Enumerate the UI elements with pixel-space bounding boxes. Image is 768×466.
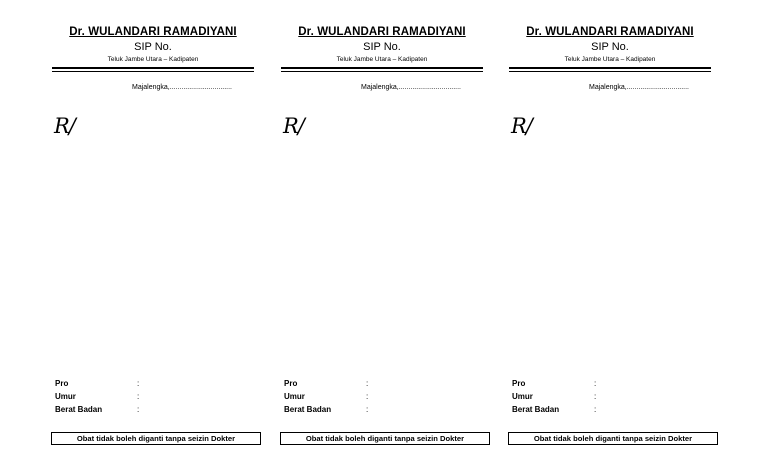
field-colon: : bbox=[594, 379, 597, 388]
header-rule-thin bbox=[52, 71, 254, 72]
date-place: Majalengka, bbox=[361, 84, 399, 91]
rx-symbol: R/ bbox=[283, 114, 304, 138]
field-umur-label: Umur bbox=[512, 392, 533, 401]
field-umur-label: Umur bbox=[284, 392, 305, 401]
date-place: Majalengka, bbox=[132, 84, 170, 91]
prescription-slip-3 bbox=[497, 0, 725, 466]
notice-box: Obat tidak boleh diganti tanpa seizin Dokter bbox=[51, 432, 261, 445]
field-colon: : bbox=[366, 379, 369, 388]
notice-box: Obat tidak boleh diganti tanpa seizin Dokter bbox=[508, 432, 718, 445]
header-rule-thick bbox=[52, 67, 254, 69]
notice-box: Obat tidak boleh diganti tanpa seizin Dokter bbox=[280, 432, 490, 445]
date-blank: ................................ bbox=[626, 84, 689, 91]
practice-address: Teluk Jambe Utara – Kadipaten bbox=[564, 56, 656, 63]
field-pro-label: Pro bbox=[512, 379, 526, 388]
rx-symbol: R/ bbox=[54, 114, 75, 138]
field-colon: : bbox=[594, 392, 597, 401]
date-line bbox=[589, 84, 689, 91]
doctor-name: Dr. WULANDARI RAMADIYANI bbox=[298, 26, 466, 38]
doctor-name: Dr. WULANDARI RAMADIYANI bbox=[69, 26, 237, 38]
date-blank: ................................ bbox=[169, 84, 232, 91]
prescription-slip-2 bbox=[269, 0, 497, 466]
field-berat-badan-label: Berat Badan bbox=[284, 405, 332, 414]
header-rule-thin bbox=[281, 71, 483, 72]
field-colon: : bbox=[366, 405, 369, 414]
field-colon: : bbox=[137, 405, 140, 414]
date-line bbox=[132, 84, 232, 91]
doctor-name: Dr. WULANDARI RAMADIYANI bbox=[526, 26, 694, 38]
field-berat-badan-label: Berat Badan bbox=[55, 405, 103, 414]
sip-number: SIP No. bbox=[591, 41, 629, 53]
practice-address: Teluk Jambe Utara – Kadipaten bbox=[107, 56, 199, 63]
rx-symbol: R/ bbox=[511, 114, 532, 138]
field-berat-badan-label: Berat Badan bbox=[512, 405, 560, 414]
practice-address: Teluk Jambe Utara – Kadipaten bbox=[336, 56, 428, 63]
field-pro-label: Pro bbox=[55, 379, 69, 388]
sip-number: SIP No. bbox=[363, 41, 401, 53]
field-colon: : bbox=[137, 379, 140, 388]
field-colon: : bbox=[594, 405, 597, 414]
date-blank: ................................ bbox=[398, 84, 461, 91]
field-colon: : bbox=[137, 392, 140, 401]
date-place: Majalengka, bbox=[589, 84, 627, 91]
field-pro-label: Pro bbox=[284, 379, 298, 388]
header-rule-thick bbox=[509, 67, 711, 69]
field-umur-label: Umur bbox=[55, 392, 76, 401]
field-colon: : bbox=[366, 392, 369, 401]
header-rule-thin bbox=[509, 71, 711, 72]
date-line bbox=[361, 84, 461, 91]
sip-number: SIP No. bbox=[134, 41, 172, 53]
header-rule-thick bbox=[281, 67, 483, 69]
prescription-slip-1 bbox=[40, 0, 268, 466]
